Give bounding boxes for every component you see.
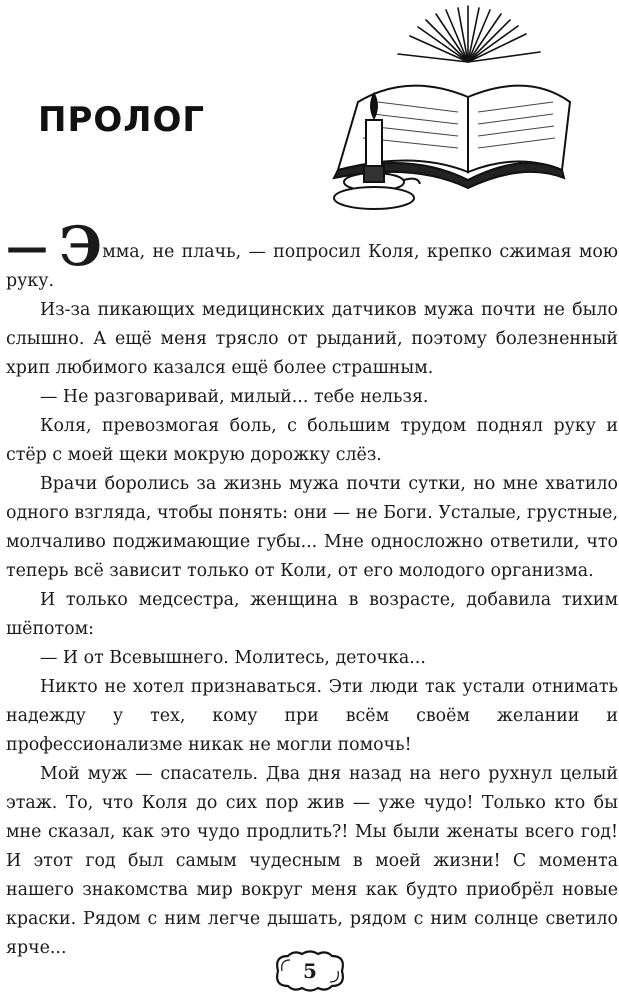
paragraph: — И от Всевышнего. Молитесь, деточка... <box>40 648 426 668</box>
paragraph: Врачи боролись за жизнь мужа почти сутки, но мне хватило одного взгляда, чтобы понять: они — не Боги. Усталые, грустные, молчаливо поджимающие губы... Мне односложно ответили, что теперь всё зависит только от Коли, от его молодого организма. <box>6 474 618 581</box>
book-candle-illustration <box>318 2 580 216</box>
chapter-body <box>6 214 618 963</box>
page-number: 5 <box>303 959 317 983</box>
paragraph: И только медсестра, женщина в возрасте, добавила тихим шёпотом: <box>6 590 618 639</box>
paragraph: Никто не хотел признаваться. Эти люди так устали отнимать надежду у тех, кому при всём своём желании и профессионализме никак не могли помочь! <box>6 677 618 755</box>
first-paragraph-text: мма, не плачь, — попросил Коля, крепко сжимая мою руку. <box>6 242 618 291</box>
first-paragraph <box>6 214 618 296</box>
chapter-title: ПРОЛОГ <box>38 100 206 140</box>
paragraph: Коля, превозмогая боль, с большим трудом поднял руку и стёр с моей щеки мокрую дорожку слёз. <box>6 416 618 465</box>
page-number-badge <box>268 946 352 996</box>
paragraph: Из-за пикающих медицинских датчиков мужа почти не было слышно. А ещё меня трясло от рыданий, поэтому болезненный хрип любимого казался ещё более страшным. <box>6 300 618 378</box>
opening-dash: — <box>6 222 48 271</box>
drop-cap: Э <box>59 214 103 278</box>
paragraph: Мой муж — спасатель. Два дня назад на него рухнул целый этаж. То, что Коля до сих пор жив — уже чудо! Только кто бы мне сказал, как это чудо продлить?! Мы были женаты всего год! И этот год был самым чудесным в моей жизни! С момента нашего знакомства мир вокруг меня как будто приобрёл новые краски. Рядом с ним легче дышать, рядом с ним солнце светило ярче... <box>6 764 618 958</box>
paragraph: — Не разговаривай, милый... тебе нельзя. <box>40 387 429 407</box>
